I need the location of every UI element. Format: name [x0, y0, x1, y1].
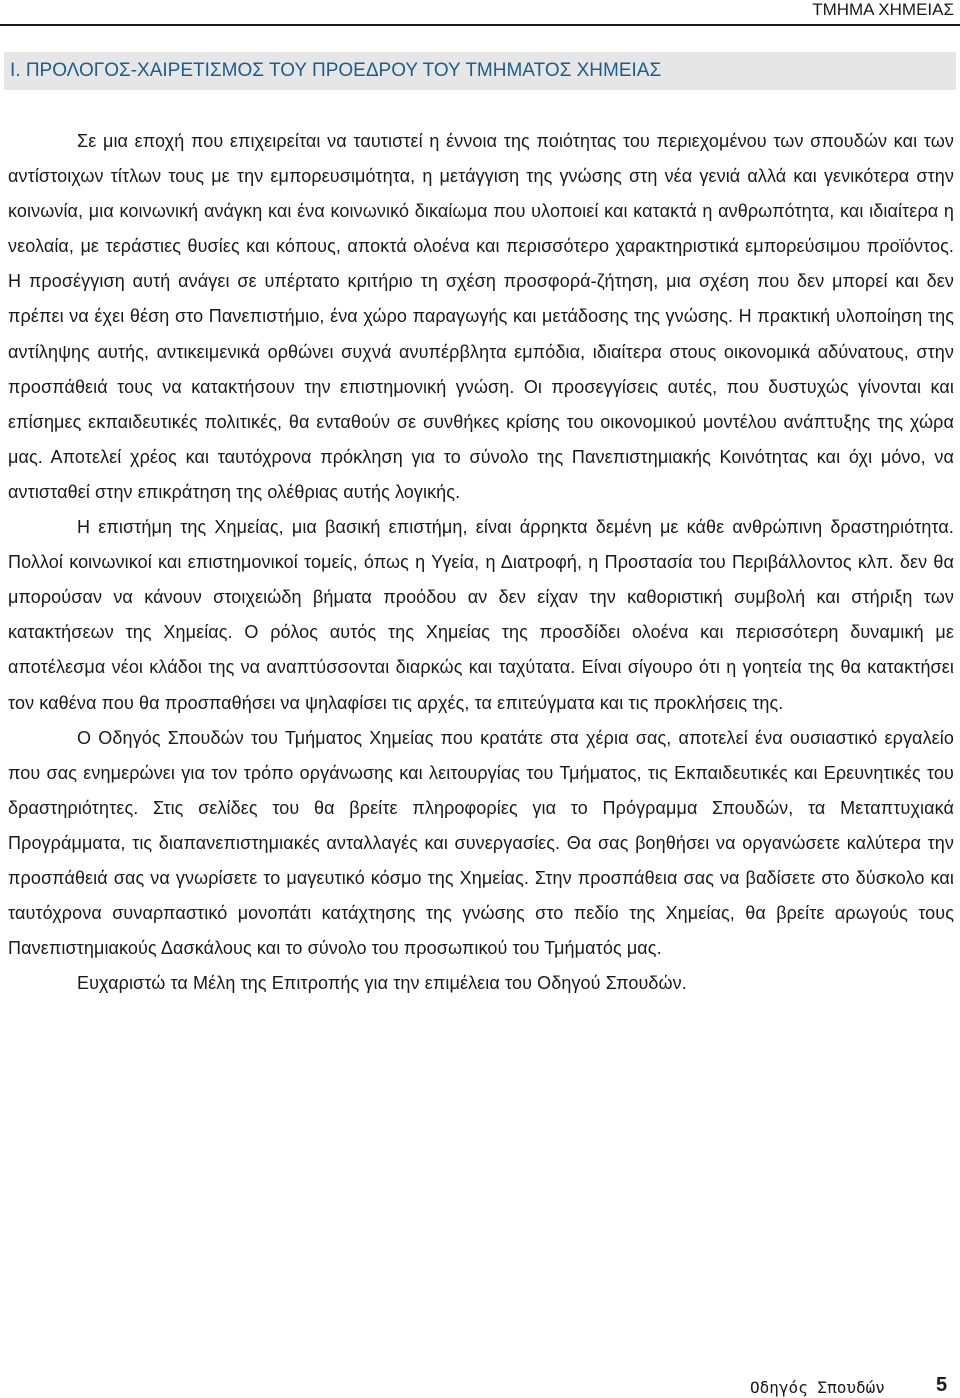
section-title: Ι. ΠΡΟΛΟΓΟΣ-ΧΑΙΡΕΤΙΣΜΟΣ ΤΟΥ ΠΡΟΕΔΡΟΥ ΤΟΥ ΤΜΗΜΑΤΟΣ ΧΗΜΕΙΑΣ — [4, 52, 956, 90]
header-rule — [0, 24, 960, 26]
paragraph-3: Ο Οδηγός Σπουδών του Τμήματος Χημείας που κρατάτε στα χέρια σας, αποτελεί ένα ουσιαστικό εργαλείο που σας ενημερώνει για τον τρόπο οργάνωσης και λειτουργίας του Τμήματος, τις Εκπαιδευτικές και Ερευνητικές του δραστηριότητες. Στις σελίδες του θα βρείτε πληροφορίες για το Πρόγραμμα Σπουδών, τα Μεταπτυχιακά Προγράμματα, τις διαπανεπιστημιακές ανταλλαγές και συνεργασίες. Θα σας βοηθήσει να οργανώσετε καλύτερα την προσπάθειά σας να γνωρίσετε το μαγευτικό κόσμο της Χημείας. Στην προσπάθεια σας να βαδίσετε στο δύσκολο και ταυτόχρονα συναρπαστικό μονοπάτι κατάχτησης της γνώσης στο πεδίο της Χημείας, θα βρείτε αρωγούς τους Πανεπιστημιακούς Δασκάλους και το σύνολο του προσωπικού του Τμήματός μας. — [8, 727, 954, 959]
footer-label: Οδηγός Σπουδών — [750, 1378, 885, 1397]
document-body — [8, 124, 954, 1001]
paragraph-1: Σε μια εποχή που επιχειρείται να ταυτιστεί η έννοια της ποιότητας του περιεχομένου των σπουδών και των αντίστοιχων τίτλων τους με την εμπορευσιμότητα, η μετάγγιση της γνώσης στη νέα γενιά αλλά και γενικότερα στην κοινωνία, μια κοινωνική ανάγκη και ένα κοινωνικό δικαίωμα που υλοποιεί και κατακτά η ανθρωπότητα, και ιδιαίτερα η νεολαία, με τεράστιες θυσίες και κόπους, αποκτά ολοένα και περισσότερο χαρακτηριστικά εμπορεύσιμου προϊόντος. Η προσέγγιση αυτή ανάγει σε υπέρτατο κριτήριο τη σχέση προσφορά-ζήτηση, μια σχέση που δεν μπορεί και δεν πρέπει να έχει θέση στο Πανεπιστήμιο, ένα χώρο παραγωγής και μετάδοσης της γνώσης. Η πρακτική υλοποίηση της αντίληψης αυτής, αντικειμενικά ορθώνει συχνά ανυπέρβλητα εμπόδια, ιδιαίτερα στους οικονομικά αδύνατους, στην προσπάθειά τους να κατακτήσουν την επιστημονική γνώση. Οι προσεγγίσεις αυτές, που δυστυχώς γίνονται και επίσημες εκπαιδευτικές πολιτικές, θα ενταθούν σε συνθήκες κρίσης του οικονομικού μοντέλου ανάπτυξης της χώρα μας. Αποτελεί χρέος και ταυτόχρονα πρόκληση για το σύνολο της Πανεπιστημιακής Κοινότητας και όχι μόνο, να αντισταθεί στην επικράτηση της ολέθριας αυτής λογικής. — [8, 131, 954, 502]
page-number: 5 — [936, 1374, 948, 1396]
paragraph-4: Ευχαριστώ τα Μέλη της Επιτροπής για την επιμέλεια του Οδηγού Σπουδών. — [77, 973, 687, 994]
paragraph-2: Η επιστήμη της Χημείας, μια βασική επιστήμη, είναι άρρηκτα δεμένη με κάθε ανθρώπινη δραστηριότητα. Πολλοί κοινωνικοί και επιστημονικοί τομείς, όπως η Υγεία, η Διατροφή, η Προστασία του Περιβάλλοντος κλπ. δεν θα μπορούσαν να κάνουν στοιχειώδη βήματα προόδου αν δεν είχαν την καθοριστική συμβολή και στήριξη των κατακτήσεων της Χημείας. Ο ρόλος αυτός της Χημείας της προσδίδει ολοένα και περισσότερη δυναμική με αποτέλεσμα νέοι κλάδοι της να αναπτύσσονται διαρκώς και ταχύτατα. Είναι σίγουρο ότι η γοητεία της θα κατακτήσει τον καθένα που θα προσπαθήσει να ψηλαφίσει τις αρχές, τα επιτεύγματα και τις προκλήσεις της. — [8, 517, 954, 713]
running-header: ΤΜΗΜΑ ΧΗΜΕΙΑΣ — [812, 0, 954, 19]
